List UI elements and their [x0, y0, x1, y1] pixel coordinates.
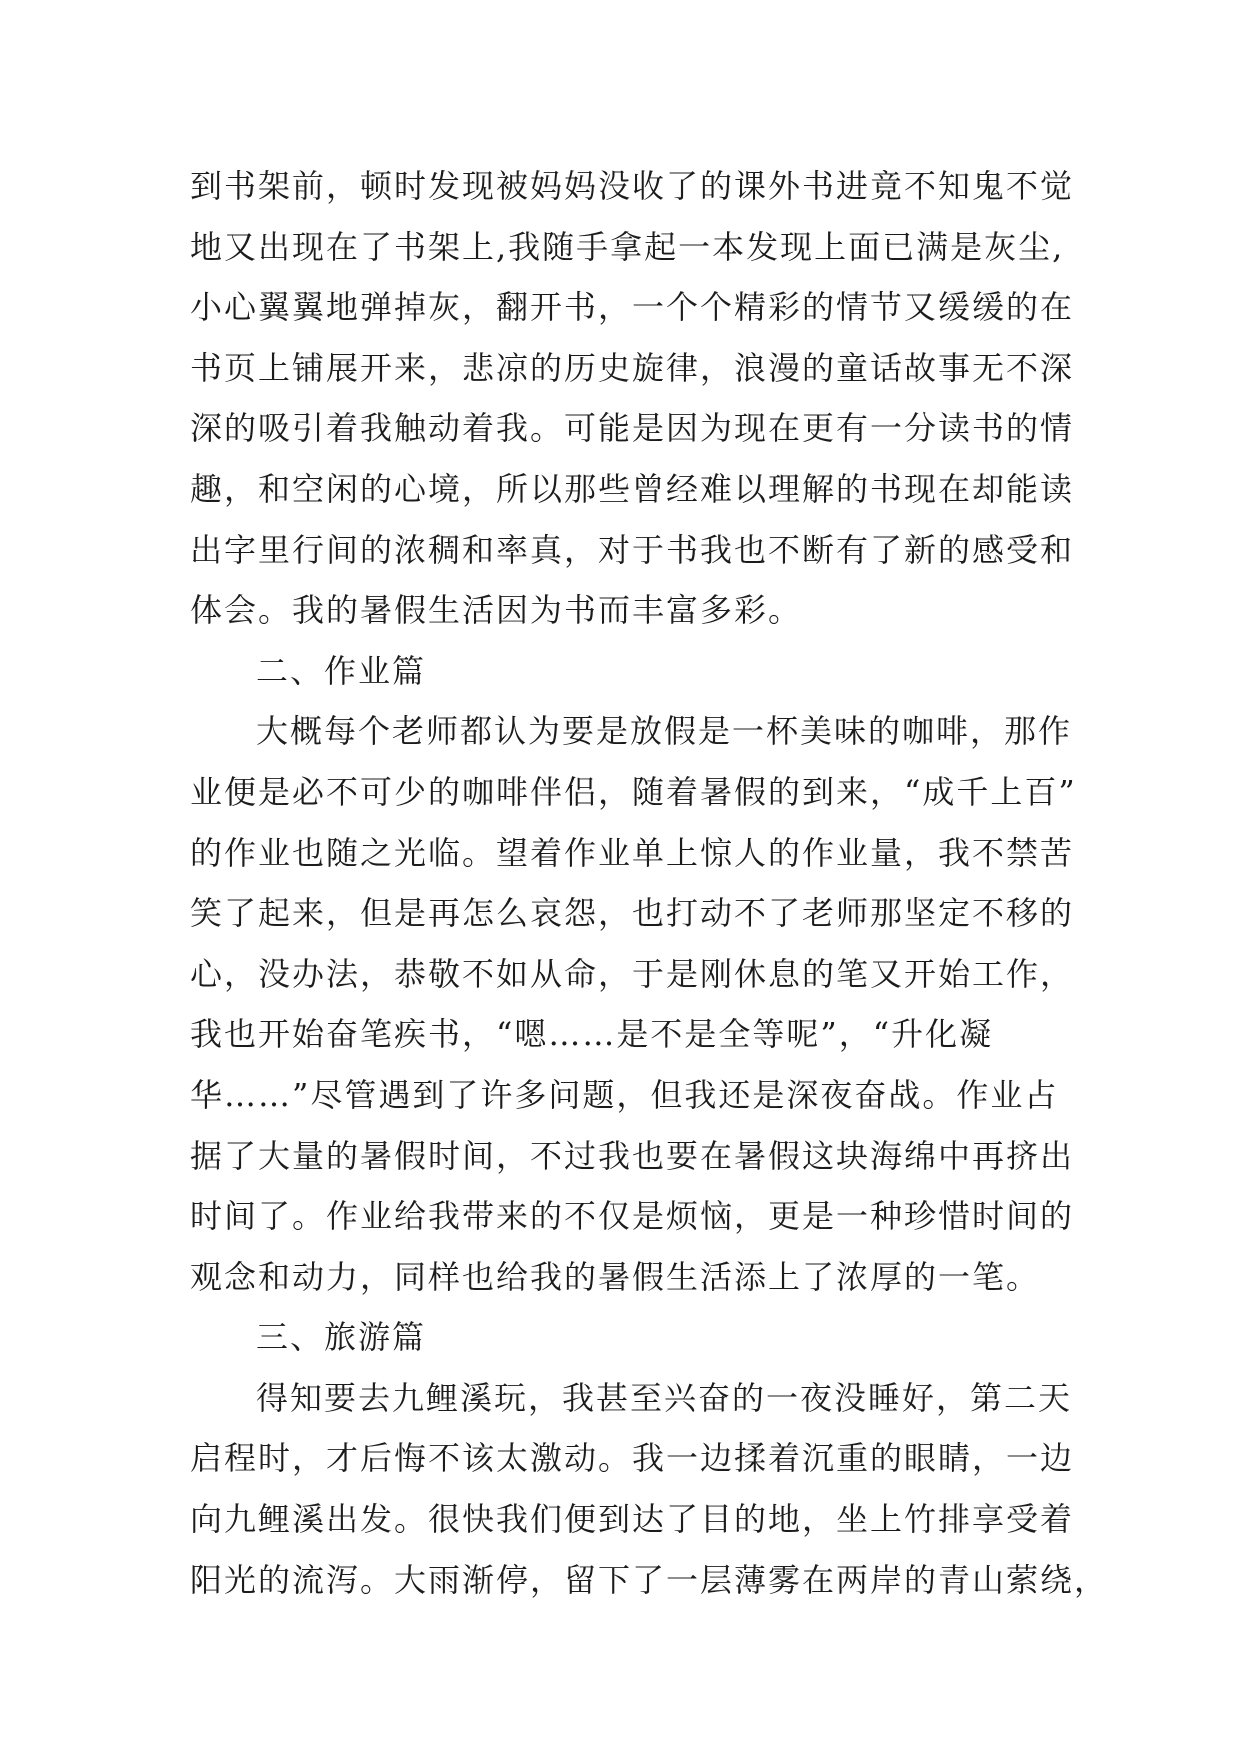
text-line: 趣，和空闲的心境，所以那些曾经难以理解的书现在却能读	[190, 469, 1075, 508]
text-line: 观念和动力，同样也给我的暑假生活添上了浓厚的一笔。	[190, 1257, 1041, 1296]
text-line: 深的吸引着我触动着我。可能是因为现在更有一分读书的情	[190, 409, 1075, 448]
text-line: 向九鲤溪出发。很快我们便到达了目的地，坐上竹排享受着	[190, 1500, 1075, 1539]
text-line: 心，没办法，恭敬不如从命，于是刚休息的笔又开始工作，	[190, 954, 1075, 993]
text-line: 地又出现在了书架上,我随手拿起一本发现上面已满是灰尘,	[190, 227, 1065, 266]
text-line: 小心翼翼地弹掉灰，翻开书，一个个精彩的情节又缓缓的在	[190, 288, 1075, 327]
text-line: 到书架前，顿时发现被妈妈没收了的课外书进竟不知鬼不觉	[190, 167, 1075, 205]
text-line: 华……”尽管遇到了许多问题，但我还是深夜奋战。作业占	[190, 1075, 1059, 1114]
text-line: 大概每个老师都认为要是放假是一杯美味的咖啡，那作	[256, 712, 1073, 751]
body-text	[190, 156, 1109, 1610]
text-line: 启程时，才后悔不该太激动。我一边揉着沉重的眼睛，一边	[190, 1439, 1075, 1478]
text-line: 笑了起来，但是再怎么哀怨，也打动不了老师那坚定不移的	[190, 894, 1075, 933]
text-line: 业便是必不可少的咖啡伴侣，随着暑假的到来，“成千上百”	[190, 772, 1077, 811]
text-line: 出字里行间的浓稠和率真，对于书我也不断有了新的感受和	[190, 530, 1075, 569]
text-line: 书页上铺展开来，悲凉的历史旋律，浪漫的童话故事无不深	[190, 348, 1075, 387]
text-line: 时间了。作业给我带来的不仅是烦恼，更是一种珍惜时间的	[190, 1197, 1075, 1236]
section-heading-homework: 二、作业篇	[256, 651, 427, 690]
text-line: 阳光的流泻。大雨渐停，留下了一层薄雾在两岸的青山萦绕，	[190, 1560, 1109, 1599]
text-line: 的作业也随之光临。望着作业单上惊人的作业量，我不禁苦	[190, 833, 1075, 872]
text-line: 体会。我的暑假生活因为书而丰富多彩。	[190, 591, 803, 630]
text-line: 据了大量的暑假时间，不过我也要在暑假这块海绵中再挤出	[190, 1136, 1075, 1175]
text-line: 得知要去九鲤溪玩，我甚至兴奋的一夜没睡好，第二天	[256, 1378, 1073, 1417]
section-heading-travel: 三、旅游篇	[256, 1318, 427, 1357]
text-line: 我也开始奋笔疾书，“嗯……是不是全等呢”，“升化凝	[190, 1015, 994, 1054]
